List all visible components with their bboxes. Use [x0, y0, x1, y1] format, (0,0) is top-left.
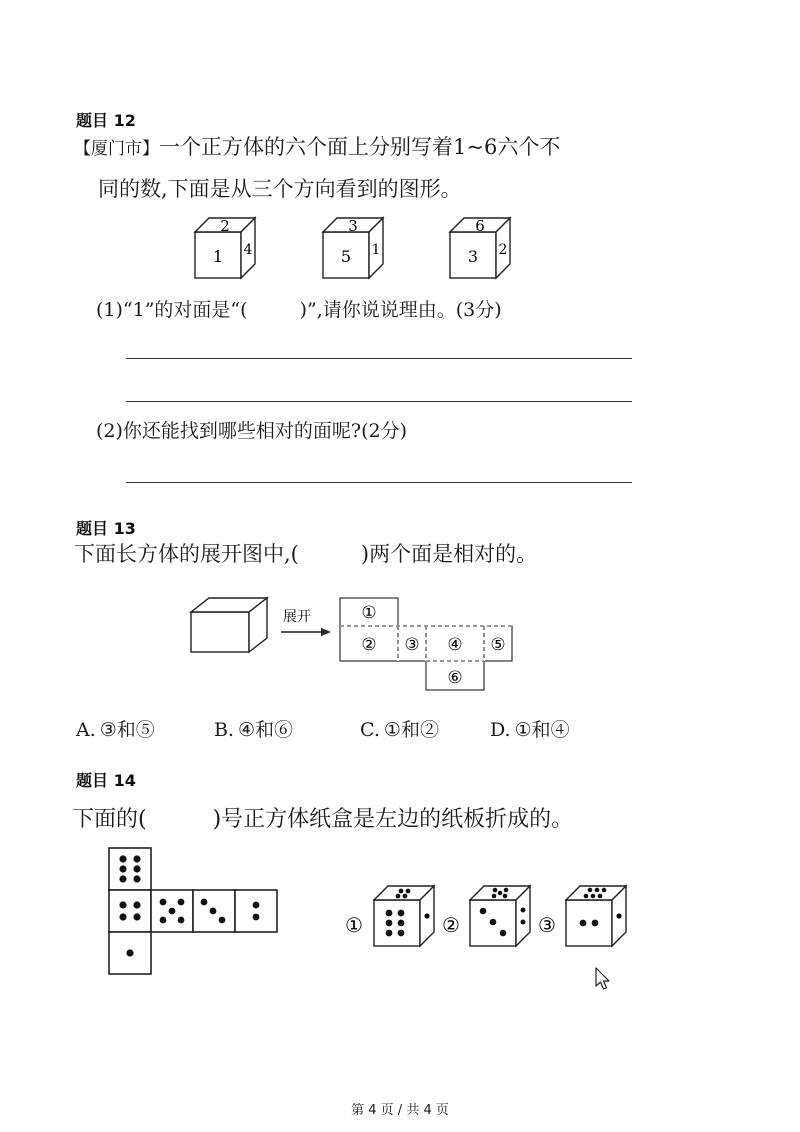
- q13-option-c[interactable]: C. ①和②: [360, 719, 439, 741]
- q13-title: 题目 13: [76, 519, 136, 538]
- choice-cube-3[interactable]: [566, 886, 626, 946]
- net-face-1: ①: [361, 603, 377, 623]
- q13-option-d[interactable]: D. ①和④: [490, 719, 570, 741]
- q12-part1: (1)“1”的对面是“( )”,请你说说理由。(3分): [96, 299, 502, 321]
- cube2-side-number: 1: [371, 242, 381, 258]
- cube1-side-number: 4: [243, 242, 253, 258]
- cube3-front-number: 3: [467, 247, 479, 266]
- cube3-top-number: 6: [475, 217, 485, 235]
- net-face-4: ④: [447, 635, 463, 655]
- q12-answer-line-1[interactable]: [126, 358, 632, 359]
- q12-cube-2: [323, 217, 383, 278]
- unfold-label: 展开: [283, 609, 311, 625]
- q14-dice-choices: [340, 880, 640, 952]
- choice-label-3[interactable]: ③: [538, 913, 556, 937]
- choice-label-1[interactable]: ①: [345, 913, 363, 937]
- q14-question: 下面的( )号正方体纸盒是左边的纸板折成的。: [72, 807, 574, 832]
- mouse-cursor-icon: [594, 966, 612, 992]
- unfold-arrow-icon: [281, 628, 331, 636]
- net-face-5: ⑤: [490, 635, 506, 655]
- cube3-side-number: 2: [498, 242, 508, 258]
- q13-option-a[interactable]: A. ③和⑤: [76, 719, 155, 741]
- q12-answer-line-3[interactable]: [126, 482, 632, 483]
- choice-cube-2[interactable]: [470, 886, 530, 946]
- q13-figure: [185, 594, 525, 696]
- q13-option-b[interactable]: B. ④和⑥: [214, 719, 294, 741]
- q12-answer-line-2[interactable]: [126, 401, 632, 402]
- q12-text-line1: 【厦门市】一个正方体的六个面上分别写着1~6六个不: [74, 135, 561, 159]
- net-face-one: [126, 949, 133, 956]
- cuboid-drawing: [191, 598, 267, 652]
- q12-cube-1: [195, 217, 255, 278]
- q12-cube-views: [185, 214, 525, 284]
- cuboid-net: [340, 598, 512, 690]
- q14-title: 题目 14: [76, 771, 136, 790]
- net-face-6: ⑥: [447, 668, 463, 688]
- net-face-3: ③: [404, 635, 420, 655]
- q13-question: 下面长方体的展开图中,( )两个面是相对的。: [74, 542, 538, 566]
- net-face-2: ②: [361, 635, 377, 655]
- q14-dice-net: [104, 846, 280, 978]
- choice-label-2[interactable]: ②: [442, 913, 460, 937]
- page-footer: 第 4 页 / 共 4 页: [351, 1103, 449, 1118]
- choice-cube-1[interactable]: [374, 886, 434, 946]
- cube1-top-number: 2: [220, 217, 230, 235]
- q12-title: 题目 12: [76, 111, 136, 130]
- cube2-front-number: 5: [340, 247, 352, 266]
- q12-cube-3: [450, 217, 510, 278]
- q12-part2: (2)你还能找到哪些相对的面呢?(2分): [96, 420, 408, 442]
- q12-text-line2: 同的数,下面是从三个方向看到的图形。: [98, 177, 462, 201]
- q12-source-tag: 【厦门市】: [74, 139, 159, 159]
- cube2-top-number: 3: [348, 217, 358, 235]
- cube1-front-number: 1: [212, 247, 224, 266]
